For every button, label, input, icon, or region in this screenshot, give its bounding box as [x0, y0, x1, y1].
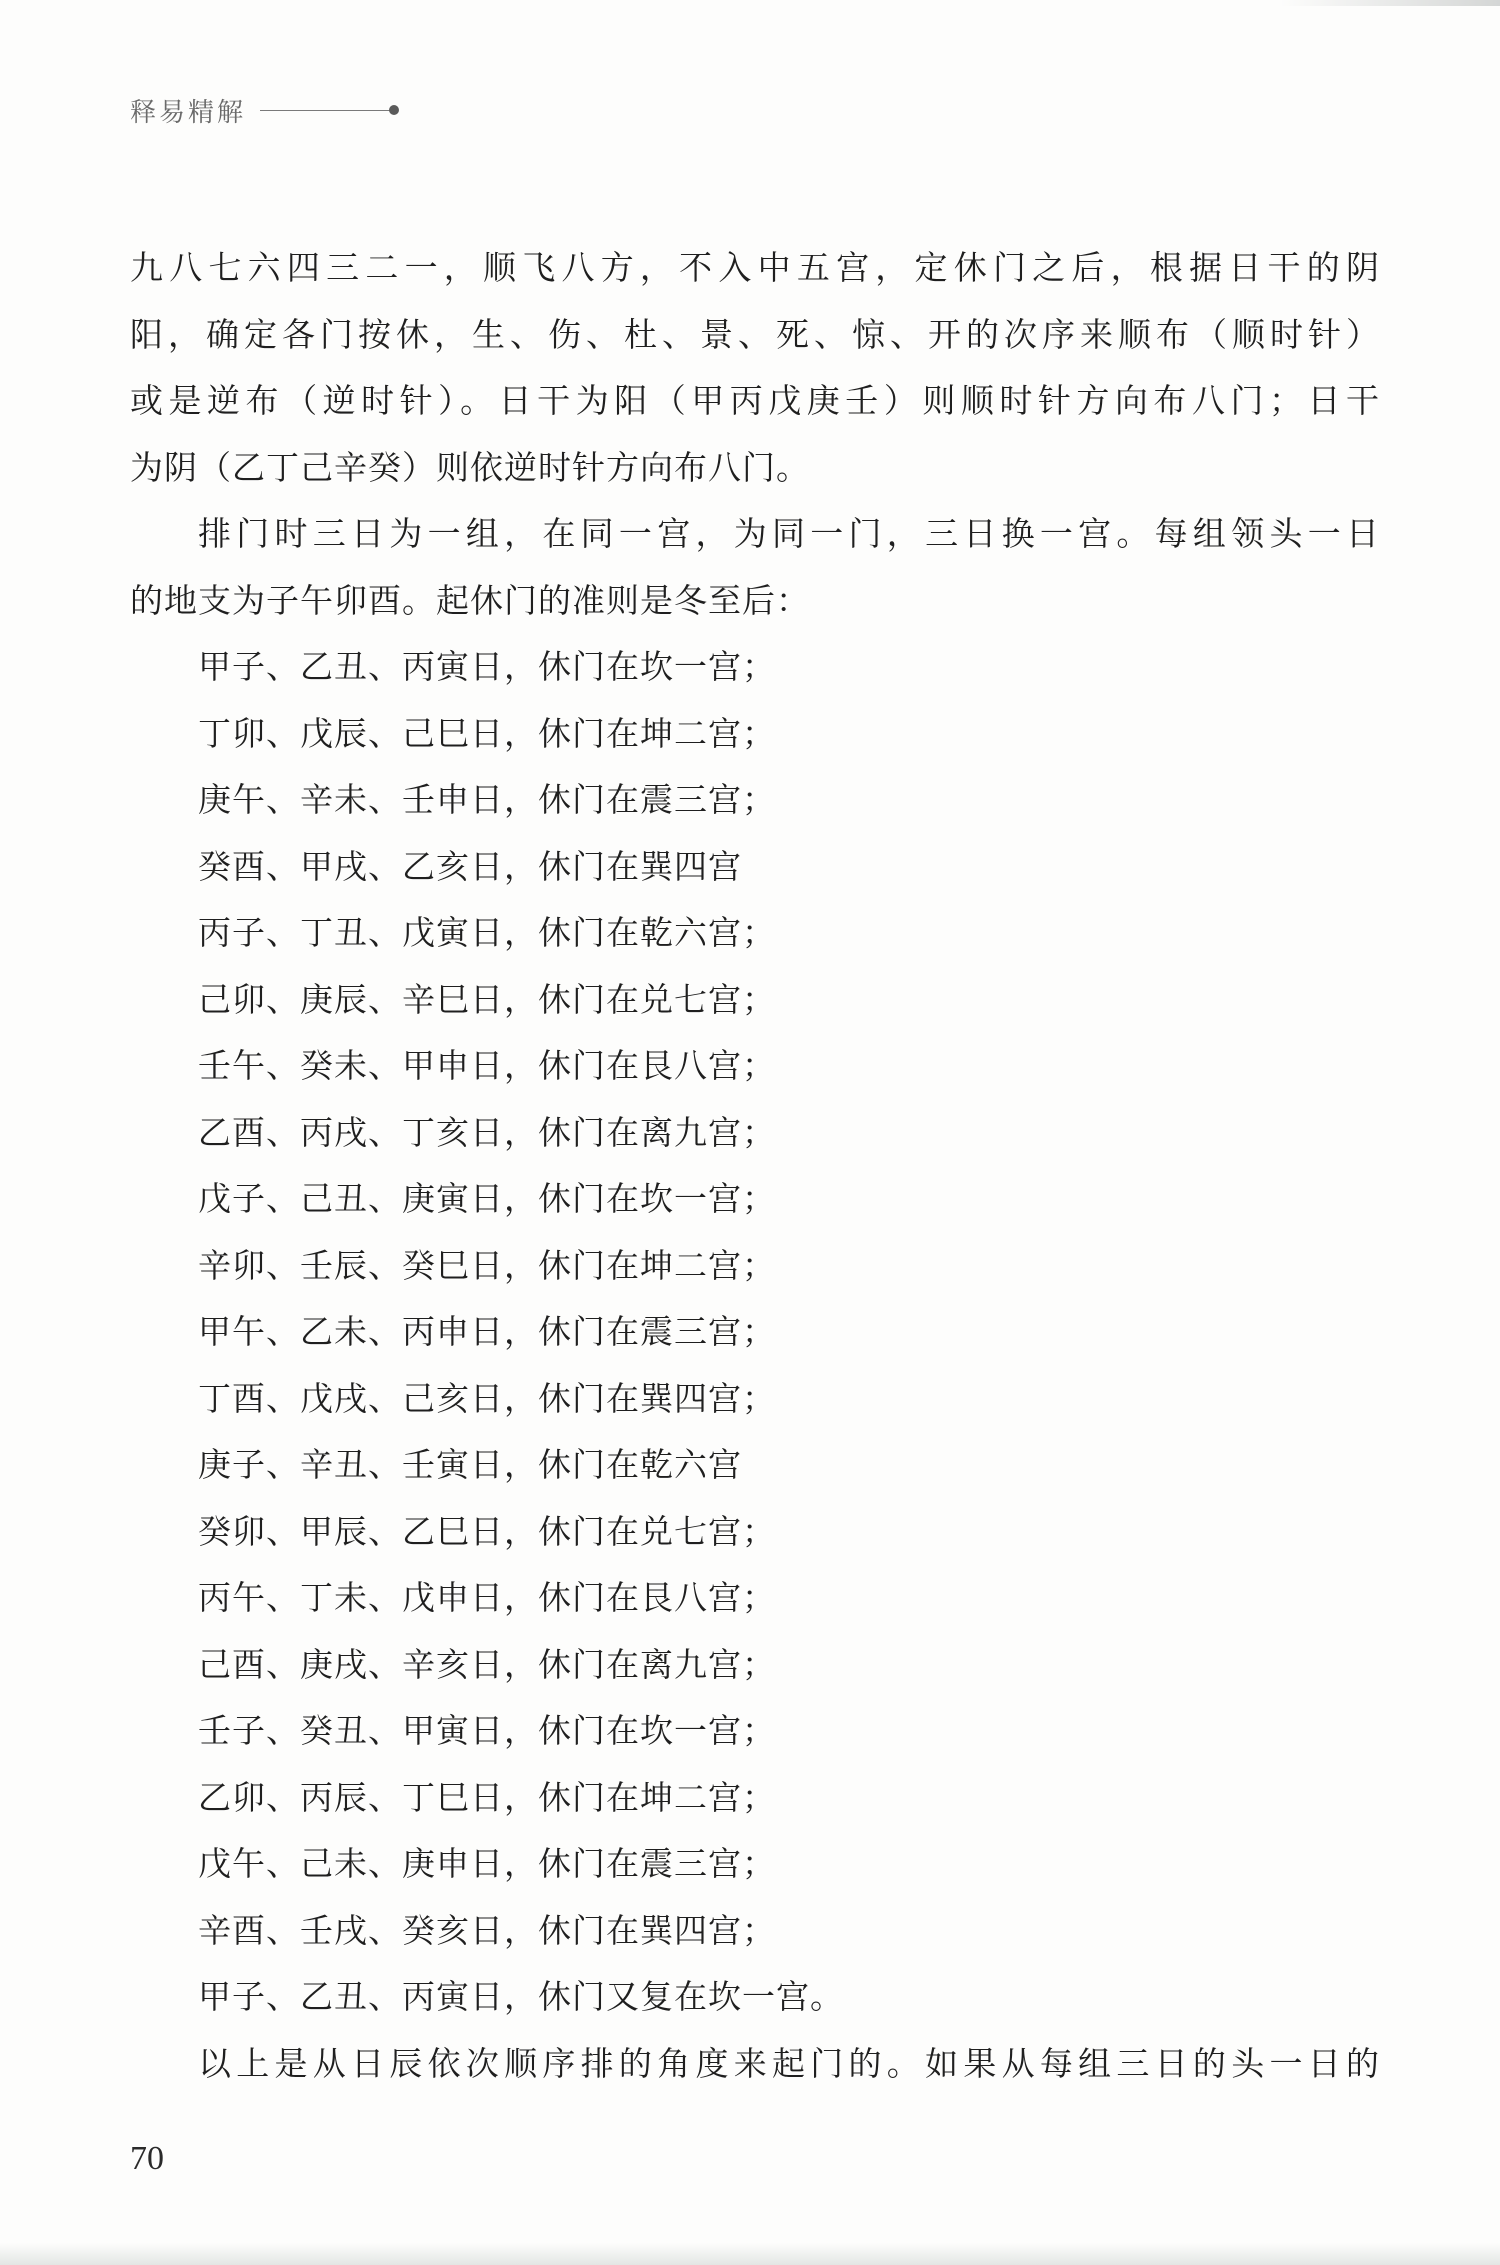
list-item: 癸卯、甲辰、乙巳日，休门在兑七宫；: [198, 1511, 776, 1551]
list-item: 丙子、丁丑、戊寅日，休门在乾六宫；: [198, 913, 776, 952]
list-item: 壬子、癸丑、甲寅日，休门在坎一宫；: [198, 1711, 776, 1750]
body-text: [130, 235, 1380, 2097]
list-item: 己酉、庚戌、辛亥日，休门在离九宫；: [198, 1644, 776, 1684]
paragraph-2-line: 排门时三日为一组，在同一宫，为同一门，三日换一宫。每组领头一日: [198, 514, 1380, 553]
running-head: [130, 90, 399, 130]
list-item: 甲子、乙丑、丙寅日，休门又复在坎一宫。: [198, 1977, 844, 2016]
list-item: 戊午、己未、庚申日，休门在震三宫；: [198, 1844, 776, 1883]
page-number: 70: [130, 2140, 164, 2177]
paragraph-1-line: 为阴（乙丁己辛癸）则依逆时针方向布八门。: [130, 447, 810, 487]
paragraph-1-line: 九八七六四三二一，顺飞八方，不入中五宫，定休门之后，根据日干的阴: [130, 248, 1380, 287]
list-item: 丁酉、戊戌、己亥日，休门在巽四宫；: [198, 1378, 776, 1418]
list-item: 丁卯、戊辰、己巳日，休门在坤二宫；: [198, 713, 776, 753]
scan-edge-bottom: [0, 2243, 1500, 2265]
paragraph-1-line: 或是逆布（逆时针）。日干为阳（甲丙戊庚壬）则顺时针方向布八门；日干: [130, 381, 1380, 420]
list-item: 庚子、辛丑、壬寅日，休门在乾六宫: [198, 1445, 742, 1484]
scan-edge-top: [1280, 0, 1500, 6]
running-head-dot-ornament: [389, 105, 399, 115]
list-item: 丙午、丁未、戊申日，休门在艮八宫；: [198, 1578, 776, 1617]
paragraph-2-line: 的地支为子午卯酉。起休门的准则是冬至后：: [130, 580, 810, 620]
running-head-title: 释易精解: [130, 97, 247, 128]
list-item: 乙卯、丙辰、丁巳日，休门在坤二宫；: [198, 1777, 776, 1817]
list-item: 癸酉、甲戌、乙亥日，休门在巽四宫: [198, 846, 742, 886]
list-item: 甲午、乙未、丙申日，休门在震三宫；: [198, 1312, 776, 1351]
list-item: 己卯、庚辰、辛巳日，休门在兑七宫；: [198, 979, 776, 1019]
paragraph-1-line: 阳，确定各门按休，生、伤、杜、景、死、惊、开的次序来顺布（顺时针）: [130, 314, 1380, 354]
list-item: 乙酉、丙戌、丁亥日，休门在离九宫；: [198, 1112, 776, 1152]
list-item: 壬午、癸未、甲申日，休门在艮八宫；: [198, 1046, 776, 1085]
list-item: 戊子、己丑、庚寅日，休门在坎一宫；: [198, 1179, 776, 1218]
list-item: 辛卯、壬辰、癸巳日，休门在坤二宫；: [198, 1245, 776, 1285]
list-item: 甲子、乙丑、丙寅日，休门在坎一宫；: [198, 647, 776, 686]
list-item: 庚午、辛未、壬申日，休门在震三宫；: [198, 780, 776, 819]
list-item: 辛酉、壬戌、癸亥日，休门在巽四宫；: [198, 1910, 776, 1950]
running-head-rule: [260, 110, 390, 111]
paragraph-3-line: 以上是从日辰依次顺序排的角度来起门的。如果从每组三日的头一日的: [198, 2043, 1380, 2083]
